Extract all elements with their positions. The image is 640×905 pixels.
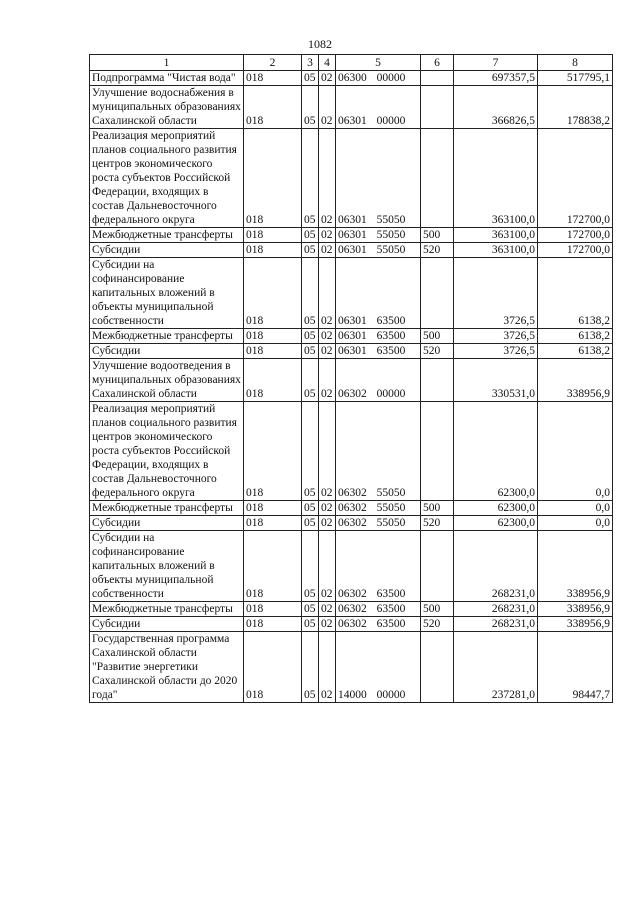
expense-type-code (421, 71, 454, 86)
row-name: Межбюджетные трансферты (90, 329, 244, 344)
expense-type-code (421, 258, 454, 329)
section-code: 05 (302, 258, 319, 329)
target-article-code: 06302 63500 (336, 617, 421, 632)
row-name: Межбюджетные трансферты (90, 228, 244, 243)
expense-type-code: 520 (421, 243, 454, 258)
section-code: 05 (302, 86, 319, 129)
row-name: Субсидии (90, 617, 244, 632)
amount-year-2: 6138,2 (538, 258, 613, 329)
expense-type-code (421, 86, 454, 129)
subsection-code: 02 (319, 402, 336, 501)
amount-year-2: 0,0 (538, 501, 613, 516)
table-row (90, 329, 613, 344)
ministry-code: 018 (244, 86, 302, 129)
subsection-code: 02 (319, 329, 336, 344)
row-name: Улучшение водоотведения в муниципальных образованиях Сахалинской области (90, 359, 244, 402)
subsection-code: 02 (319, 228, 336, 243)
expense-type-code (421, 129, 454, 228)
target-article-code: 06301 00000 (336, 86, 421, 129)
target-article-code: 06301 55050 (336, 129, 421, 228)
ministry-code: 018 (244, 632, 302, 703)
expense-type-code (421, 632, 454, 703)
amount-year-1: 366826,5 (454, 86, 538, 129)
row-name: Межбюджетные трансферты (90, 501, 244, 516)
row-name: Субсидии (90, 516, 244, 531)
ministry-code: 018 (244, 531, 302, 602)
header-row (90, 55, 613, 71)
table-row (90, 258, 613, 329)
section-code: 05 (302, 602, 319, 617)
section-code: 05 (302, 329, 319, 344)
target-article-code: 06302 63500 (336, 531, 421, 602)
column-header: 5 (336, 55, 421, 71)
target-article-code: 06301 55050 (336, 228, 421, 243)
section-code: 05 (302, 359, 319, 402)
target-article-code: 06301 55050 (336, 243, 421, 258)
subsection-code: 02 (319, 617, 336, 632)
expense-type-code: 520 (421, 344, 454, 359)
row-name: Субсидии на софинансирование капитальных вложений в объекты муниципальной собственности (90, 531, 244, 602)
amount-year-1: 363100,0 (454, 129, 538, 228)
section-code: 05 (302, 632, 319, 703)
amount-year-1: 62300,0 (454, 516, 538, 531)
column-header: 7 (454, 55, 538, 71)
table-row (90, 86, 613, 129)
section-code: 05 (302, 402, 319, 501)
subsection-code: 02 (319, 516, 336, 531)
row-name: Улучшение водоснабжения в муниципальных образованиях Сахалинской области (90, 86, 244, 129)
section-code: 05 (302, 129, 319, 228)
ministry-code: 018 (244, 228, 302, 243)
page-number: 1082 (308, 37, 332, 51)
subsection-code: 02 (319, 344, 336, 359)
amount-year-1: 697357,5 (454, 71, 538, 86)
ministry-code: 018 (244, 329, 302, 344)
amount-year-2: 338956,9 (538, 602, 613, 617)
target-article-code: 06300 00000 (336, 71, 421, 86)
ministry-code: 018 (244, 71, 302, 86)
amount-year-1: 268231,0 (454, 617, 538, 632)
expense-type-code: 500 (421, 228, 454, 243)
amount-year-1: 268231,0 (454, 531, 538, 602)
row-name: Субсидии на софинансирование капитальных вложений в объекты муниципальной собственности (90, 258, 244, 329)
target-article-code: 06302 55050 (336, 501, 421, 516)
section-code: 05 (302, 344, 319, 359)
expense-type-code: 500 (421, 501, 454, 516)
amount-year-2: 517795,1 (538, 71, 613, 86)
section-code: 05 (302, 501, 319, 516)
subsection-code: 02 (319, 86, 336, 129)
expense-type-code (421, 402, 454, 501)
table-row (90, 602, 613, 617)
subsection-code: 02 (319, 602, 336, 617)
row-name: Межбюджетные трансферты (90, 602, 244, 617)
table-row (90, 243, 613, 258)
expense-type-code: 500 (421, 602, 454, 617)
column-header: 2 (244, 55, 302, 71)
table-body (90, 71, 613, 703)
ministry-code: 018 (244, 243, 302, 258)
amount-year-1: 363100,0 (454, 243, 538, 258)
target-article-code: 06302 55050 (336, 516, 421, 531)
ministry-code: 018 (244, 602, 302, 617)
amount-year-2: 6138,2 (538, 344, 613, 359)
table-row (90, 344, 613, 359)
expense-type-code: 520 (421, 516, 454, 531)
target-article-code: 06302 63500 (336, 602, 421, 617)
row-name: Субсидии (90, 243, 244, 258)
amount-year-1: 363100,0 (454, 228, 538, 243)
column-header: 8 (538, 55, 613, 71)
section-code: 05 (302, 71, 319, 86)
subsection-code: 02 (319, 258, 336, 329)
expense-type-code: 520 (421, 617, 454, 632)
row-name: Субсидии (90, 344, 244, 359)
subsection-code: 02 (319, 531, 336, 602)
table-row (90, 71, 613, 86)
subsection-code: 02 (319, 359, 336, 402)
section-code: 05 (302, 243, 319, 258)
column-header: 1 (90, 55, 244, 71)
expense-type-code (421, 359, 454, 402)
target-article-code: 06301 63500 (336, 344, 421, 359)
subsection-code: 02 (319, 501, 336, 516)
table-row (90, 228, 613, 243)
amount-year-2: 178838,2 (538, 86, 613, 129)
target-article-code: 06302 55050 (336, 402, 421, 501)
ministry-code: 018 (244, 344, 302, 359)
target-article-code: 06301 63500 (336, 329, 421, 344)
table-row (90, 516, 613, 531)
table-row (90, 501, 613, 516)
column-header: 3 (302, 55, 319, 71)
row-name: Государственная программа Сахалинской области "Развитие энергетики Сахалинской области до 2020 года" (90, 632, 244, 703)
ministry-code: 018 (244, 501, 302, 516)
section-code: 05 (302, 228, 319, 243)
amount-year-2: 6138,2 (538, 329, 613, 344)
ministry-code: 018 (244, 402, 302, 501)
table-row (90, 359, 613, 402)
row-name: Реализация мероприятий планов социального развития центров экономического роста субъектов Российской Федерации, входящих в состав Дальневосточного федерального округа (90, 129, 244, 228)
amount-year-2: 172700,0 (538, 243, 613, 258)
target-article-code: 06302 00000 (336, 359, 421, 402)
subsection-code: 02 (319, 243, 336, 258)
amount-year-2: 338956,9 (538, 617, 613, 632)
amount-year-1: 62300,0 (454, 501, 538, 516)
amount-year-1: 3726,5 (454, 344, 538, 359)
table-row (90, 617, 613, 632)
amount-year-1: 330531,0 (454, 359, 538, 402)
ministry-code: 018 (244, 516, 302, 531)
amount-year-1: 268231,0 (454, 602, 538, 617)
amount-year-2: 98447,7 (538, 632, 613, 703)
subsection-code: 02 (319, 632, 336, 703)
section-code: 05 (302, 516, 319, 531)
column-header: 6 (421, 55, 454, 71)
amount-year-2: 338956,9 (538, 531, 613, 602)
amount-year-2: 0,0 (538, 516, 613, 531)
ministry-code: 018 (244, 359, 302, 402)
amount-year-1: 237281,0 (454, 632, 538, 703)
table-row (90, 129, 613, 228)
row-name: Подпрограмма "Чистая вода" (90, 71, 244, 86)
budget-table (89, 54, 613, 703)
column-header: 4 (319, 55, 336, 71)
subsection-code: 02 (319, 71, 336, 86)
amount-year-2: 172700,0 (538, 129, 613, 228)
amount-year-2: 0,0 (538, 402, 613, 501)
table-row (90, 531, 613, 602)
table-row (90, 402, 613, 501)
ministry-code: 018 (244, 129, 302, 228)
row-name: Реализация мероприятий планов социального развития центров экономического роста субъектов Российской Федерации, входящих в состав Дальневосточного федерального округа (90, 402, 244, 501)
table-row (90, 632, 613, 703)
subsection-code: 02 (319, 129, 336, 228)
amount-year-2: 172700,0 (538, 228, 613, 243)
amount-year-2: 338956,9 (538, 359, 613, 402)
amount-year-1: 3726,5 (454, 329, 538, 344)
amount-year-1: 62300,0 (454, 402, 538, 501)
section-code: 05 (302, 617, 319, 632)
expense-type-code (421, 531, 454, 602)
ministry-code: 018 (244, 258, 302, 329)
ministry-code: 018 (244, 617, 302, 632)
target-article-code: 06301 63500 (336, 258, 421, 329)
amount-year-1: 3726,5 (454, 258, 538, 329)
section-code: 05 (302, 531, 319, 602)
target-article-code: 14000 00000 (336, 632, 421, 703)
expense-type-code: 500 (421, 329, 454, 344)
